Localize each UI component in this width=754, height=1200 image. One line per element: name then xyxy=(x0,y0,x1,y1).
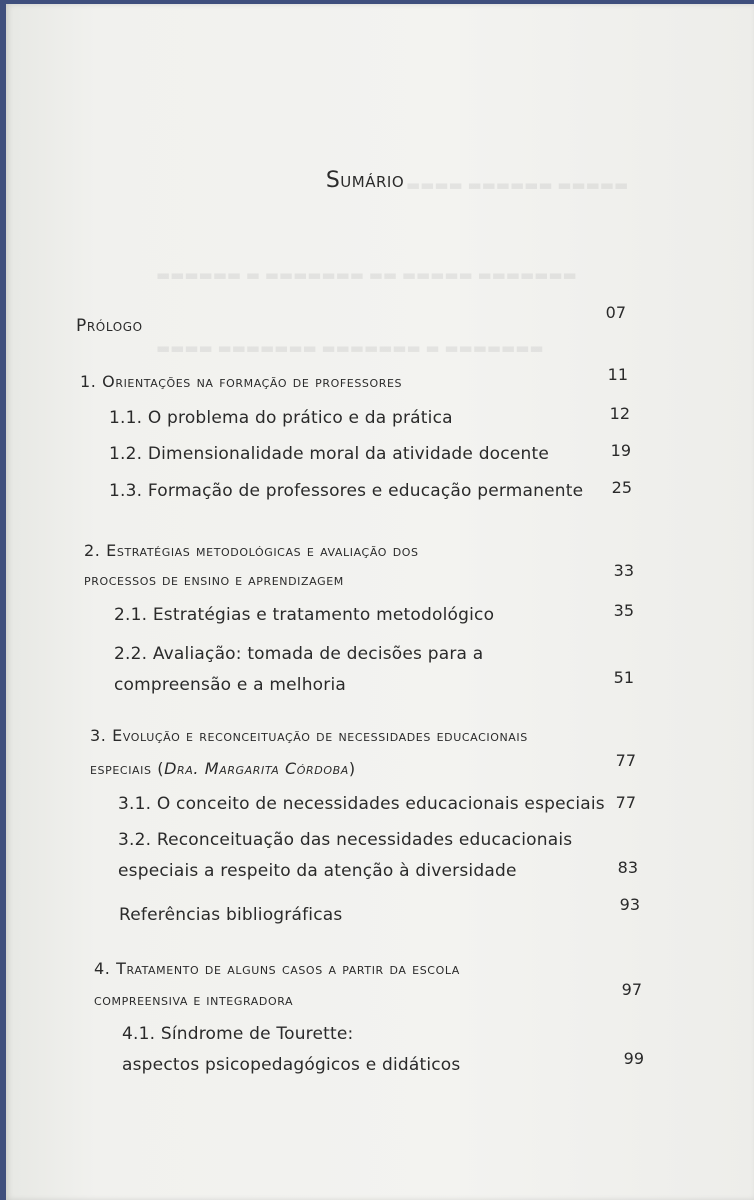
toc-references-page: 93 xyxy=(619,895,640,914)
toc-chapter-1-page: 11 xyxy=(607,365,628,384)
toc-section-3-1: 3.1. O conceito de necessidades educacionais especiais xyxy=(118,794,605,814)
show-through-text: ▬▬▬▬ ▬▬▬▬▬▬ ▬▬▬▬▬ xyxy=(406,176,629,194)
toc-section-4-1-line2: aspectos psicopedagógicos e didáticos xyxy=(122,1055,461,1075)
show-through-text: ▬▬▬▬▬▬ ▬ ▬▬▬▬▬▬▬ ▬▬ ▬▬▬▬▬ ▬▬▬▬▬▬▬ xyxy=(156,266,577,284)
toc-section-3-2-line1: 3.2. Reconceituação das necessidades educacionais xyxy=(118,830,573,850)
toc-section-1-3-page: 25 xyxy=(611,478,632,497)
toc-section-1-1: 1.1. O problema do prático e da prática xyxy=(109,408,453,428)
toc-chapter-3-especiais: especiais ( xyxy=(90,759,165,778)
toc-section-2-2-line1: 2.2. Avaliação: tomada de decisões para a xyxy=(114,644,484,664)
toc-chapter-4-title-line1: 4. Tratamento de alguns casos a partir da escola xyxy=(94,959,460,978)
toc-chapter-3-title-line2 xyxy=(90,759,356,778)
toc-chapter-3-title-line1: 3. Evolução e reconceituação de necessidades educacionais xyxy=(90,726,528,745)
toc-chapter-3-close-paren: ) xyxy=(348,759,356,778)
toc-section-1-3: 1.3. Formação de professores e educação permanente xyxy=(109,481,584,501)
toc-section-3-2-line2: especiais a respeito da atenção à diversidade xyxy=(118,861,517,881)
toc-chapter-4-page: 97 xyxy=(621,980,642,999)
toc-section-2-2-page: 51 xyxy=(613,668,634,687)
toc-chapter-2-page: 33 xyxy=(613,561,634,580)
toc-chapter-4-title-line2: compreensiva e integradora xyxy=(94,991,294,1009)
toc-chapter-3-author: Dra. Margarita Córdoba xyxy=(164,759,349,778)
toc-chapter-3-page: 77 xyxy=(615,751,636,770)
toc-section-2-1-page: 35 xyxy=(613,601,634,620)
toc-prologo-label: Prólogo xyxy=(76,316,143,336)
toc-section-1-1-page: 12 xyxy=(609,404,630,423)
toc-section-1-2-page: 19 xyxy=(610,441,631,460)
toc-section-4-1-line1: 4.1. Síndrome de Tourette: xyxy=(122,1024,354,1044)
book-page xyxy=(6,4,754,1200)
toc-prologo-page: 07 xyxy=(605,303,626,322)
toc-section-3-1-page: 77 xyxy=(615,793,636,812)
toc-chapter-2-title-line2: processos de ensino e aprendizagem xyxy=(84,571,344,589)
toc-references: Referências bibliográficas xyxy=(119,905,343,925)
toc-section-3-2-page: 83 xyxy=(617,858,638,877)
show-through-text: ▬▬▬▬ ▬▬▬▬▬▬▬ ▬▬▬▬▬▬▬ ▬ ▬▬▬▬▬▬▬ xyxy=(156,339,544,357)
toc-chapter-1-title: 1. Orientações na formação de professores xyxy=(80,372,403,391)
toc-section-2-2-line2: compreensão e a melhoria xyxy=(114,675,347,695)
toc-section-1-2: 1.2. Dimensionalidade moral da atividade docente xyxy=(109,444,549,464)
toc-section-2-1: 2.1. Estratégias e tratamento metodológico xyxy=(114,605,495,625)
page-title: Sumário xyxy=(325,168,405,193)
toc-section-4-1-page: 99 xyxy=(623,1049,644,1068)
toc-chapter-2-title-line1: 2. Estratégias metodológicas e avaliação dos xyxy=(84,541,419,560)
